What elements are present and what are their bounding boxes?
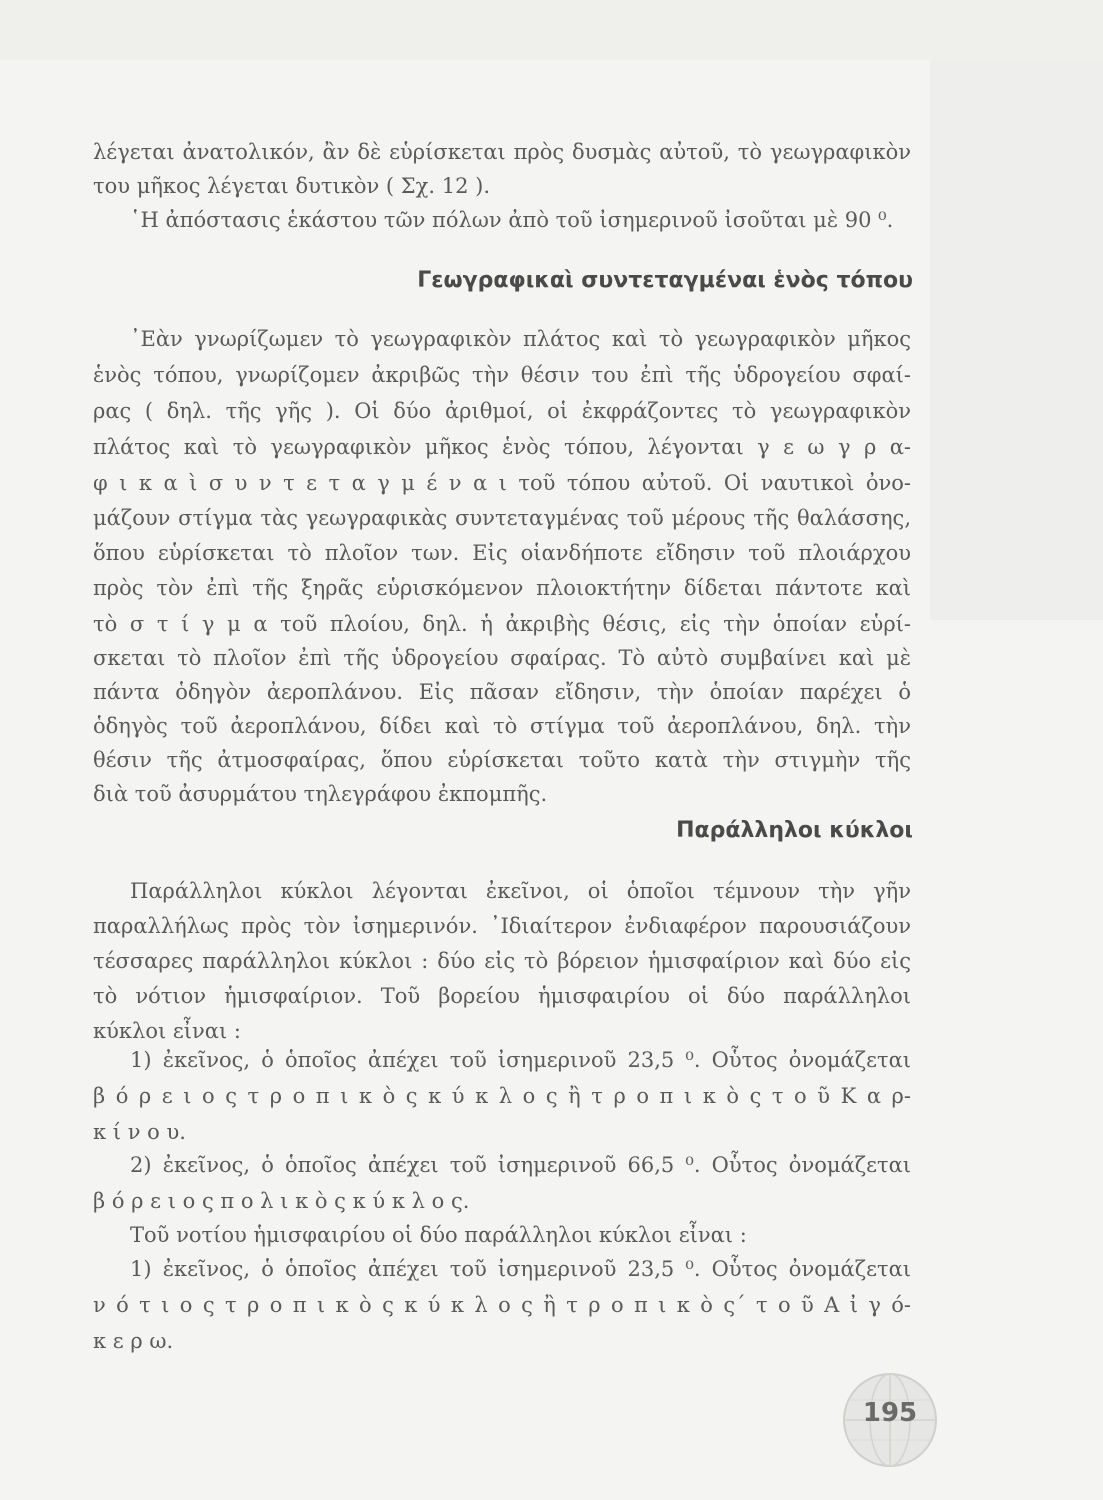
text-line: πλάτος καὶ τὸ γεωγραφικὸν μῆκος ἑνὸς τόπου, λέγονται γ ε ω γ ρ α-: [93, 435, 911, 459]
text-line: σκεται τὸ πλοῖον ἐπὶ τῆς ὑδρογείου σφαίρας. Τὸ αὐτὸ συμβαίνει καὶ μὲ: [93, 646, 911, 670]
text-line: κύκλοι εἶναι :: [93, 1019, 241, 1043]
text-line: τὸ σ τ ί γ μ α τοῦ πλοίου, δηλ. ἡ ἀκριβὴς θέσις, εἰς τὴν ὁποίαν εὑρί-: [93, 612, 911, 636]
text-line: ᾿Εὰν γνωρίζωμεν τὸ γεωγραφικὸν πλάτος καὶ τὸ γεωγραφικὸν μῆκος: [130, 327, 911, 351]
text-line: 1) ἐκεῖνος, ὁ ὁποῖος ἀπέχει τοῦ ἰσημερινοῦ 23,5 ⁰. Οὗτος ὀνομάζεται: [130, 1048, 911, 1072]
text-line: θέσιν τῆς ἀτμοσφαίρας, ὅπου εὑρίσκεται τοῦτο κατὰ τὴν στιγμὴν τῆς: [93, 748, 911, 772]
text-line: 2) ἐκεῖνος, ὁ ὁποῖος ἀπέχει τοῦ ἰσημερινοῦ 66,5 ⁰. Οὗτος ὀνομάζεται: [130, 1153, 911, 1177]
text-line: τὸ νότιον ἡμισφαίριον. Τοῦ βορείου ἡμισφαιρίου οἱ δύο παράλληλοι: [93, 984, 911, 1008]
page-number: 195: [862, 1398, 918, 1428]
text-line: ν ό τ ι ο ς τ ρ ο π ι κ ὸ ς κ ύ κ λ ο ς ἢ τ ρ ο π ι κ ὸ ς΄ τ ο ῦ Α ἰ γ ό-: [93, 1293, 911, 1317]
text-line: β ό ρ ε ι ο ς τ ρ ο π ι κ ὸ ς κ ύ κ λ ο ς ἢ τ ρ ο π ι κ ὸ ς τ ο ῦ Κ α ρ-: [93, 1084, 911, 1108]
text-line: μάζουν στίγμα τὰς γεωγραφικὰς συντεταγμένας τοῦ μέρους τῆς θαλάσσης,: [93, 506, 911, 530]
page-right-shadow: [930, 60, 1103, 620]
text-line: ῾Η ἀπόστασις ἑκάστου τῶν πόλων ἀπὸ τοῦ ἰσημερινοῦ ἰσοῦται μὲ 90 ⁰.: [130, 208, 894, 232]
text-line: παραλλήλως πρὸς τὸν ἰσημερινόν. ᾿Ιδιαίτερον ἐνδιαφέρον παρουσιάζουν: [93, 914, 911, 938]
text-line: ὅπου εὑρίσκεται τὸ πλοῖον των. Εἰς οἱανδήποτε εἴδησιν τοῦ πλοιάρχου: [93, 541, 911, 565]
text-line: κ ί ν ο υ.: [93, 1120, 186, 1144]
text-line: Τοῦ νοτίου ἡμισφαιρίου οἱ δύο παράλληλοι κύκλοι εἶναι :: [130, 1223, 747, 1247]
section-heading-coordinates: Γεωγραφικαὶ συντεταγμέναι ἑνὸς τόπου: [417, 268, 913, 293]
text-line: Παράλληλοι κύκλοι λέγονται ἐκεῖνοι, οἱ ὁποῖοι τέμνουν τὴν γῆν: [130, 879, 911, 903]
section-heading-parallels: Παράλληλοι κύκλοι: [676, 818, 913, 843]
text-line: κ ε ρ ω.: [93, 1329, 174, 1353]
text-line: πρὸς τὸν ἐπὶ τῆς ξηρᾶς εὑρισκόμενον πλοιοκτήτην δίδεται πάντοτε καὶ: [93, 576, 911, 600]
text-line: λέγεται ἀνατολικόν, ἂν δὲ εὑρίσκεται πρὸς δυσμὰς αὐτοῦ, τὸ γεωγραφικὸν: [93, 140, 911, 164]
text-line: πάντα ὁδηγὸν ἀεροπλάνου. Εἰς πᾶσαν εἴδησιν, τὴν ὁποίαν παρέχει ὁ: [93, 680, 911, 704]
text-line: διὰ τοῦ ἀσυρμάτου τηλεγράφου ἐκπομπῆς.: [93, 782, 548, 806]
text-line: του μῆκος λέγεται δυτικὸν ( Σχ. 12 ).: [93, 174, 490, 198]
text-line: ρας ( δηλ. τῆς γῆς ). Οἱ δύο ἀριθμοί, οἱ ἐκφράζοντες τὸ γεωγραφικὸν: [93, 399, 911, 423]
page-number-badge: [840, 1370, 940, 1470]
text-line: ὁδηγὸς τοῦ ἀεροπλάνου, δίδει καὶ τὸ στίγμα τοῦ ἀεροπλάνου, δηλ. τὴν: [93, 714, 911, 738]
text-line: τέσσαρες παράλληλοι κύκλοι : δύο εἰς τὸ βόρειον ἡμισφαίριον καὶ δύο εἰς: [93, 949, 911, 973]
text-line: ἑνὸς τόπου, γνωρίζομεν ἀκριβῶς τὴν θέσιν του ἐπὶ τῆς ὑδρογείου σφαί-: [93, 363, 911, 387]
page-top-shadow: [0, 0, 1103, 60]
text-line: β ό ρ ε ι ο ς π ο λ ι κ ὸ ς κ ύ κ λ ο ς.: [93, 1189, 470, 1213]
text-line: φ ι κ α ὶ σ υ ν τ ε τ α γ μ έ ν α ι τοῦ τόπου αὐτοῦ. Οἱ ναυτικοὶ ὀνο-: [93, 471, 911, 495]
text-line: 1) ἐκεῖνος, ὁ ὁποῖος ἀπέχει τοῦ ἰσημερινοῦ 23,5 ⁰. Οὗτος ὀνομάζεται: [130, 1257, 911, 1281]
